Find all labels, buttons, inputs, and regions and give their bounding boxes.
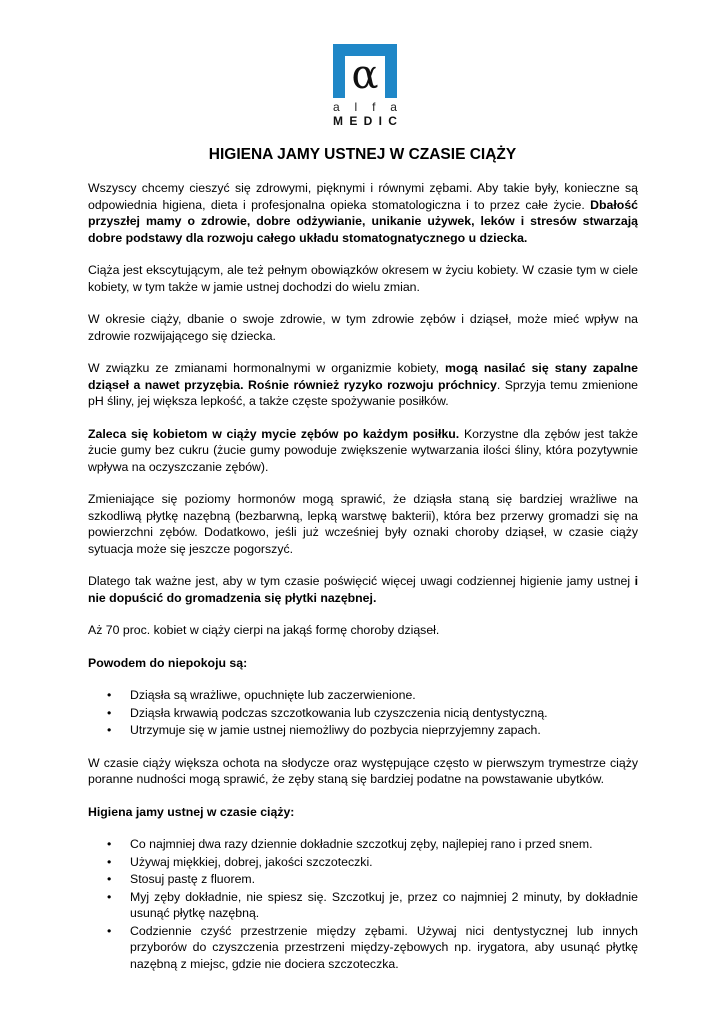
concern-heading: Powodem do niepokoju są: bbox=[88, 655, 248, 670]
list-item: • Utrzymuje się w jamie ustnej niemożliwy do pozbycia nieprzyjemny zapach. bbox=[107, 723, 541, 737]
concern-list bbox=[88, 687, 638, 739]
sweets-paragraph: W czasie ciąży większa ochota na słodycze oraz występujące często w pierwszym trymestrze ciąży poranne nudności mogą sprawić, że zęby staną się bardziej podatne na powstawanie ubytków. bbox=[88, 755, 638, 786]
brushing-paragraph: Zaleca się kobietom w ciąży mycie zębów po każdym posiłku. Korzystne dla zębów jest także żucie gumy bez cukru (żucie gumy powoduje zwiększenie wytwarzania ilości śliny, która pozytywnie wpływa na oczyszczanie zębów). bbox=[88, 426, 639, 474]
hygiene-heading: Higiena jamy ustnej w czasie ciąży: bbox=[88, 804, 295, 819]
list-item: • Myj zęby dokładnie, nie spiesz się. Szczotkuj je, przez co najmniej 2 minuty, by dokładnie usunąć płytkę nazębną. bbox=[107, 889, 638, 920]
pregnancy-paragraph: Ciąża jest ekscytującym, ale też pełnym obowiązków okresem w życiu kobiety. W czasie tym w ciele kobiety, w tym także w jamie ustnej dochodzi do wielu zmian. bbox=[88, 263, 638, 294]
logo-frame bbox=[333, 44, 397, 98]
statistic-paragraph: Aż 70 proc. kobiet w ciąży cierpi na jakąś formę choroby dziąseł. bbox=[88, 623, 440, 637]
list-item: • Stosuj pastę z fluorem. bbox=[107, 872, 256, 886]
hormones-paragraph: W związku ze zmianami hormonalnymi w organizmie kobiety, mogą nasilać się stany zapalne dziąseł a nawet przyzębia. Rośnie również ryzyko rozwoju próchnicy. Sprzyja temu zmienione pH śliny, jej większa lepkość, a także częste spożywanie posiłków. bbox=[88, 361, 639, 408]
intro-paragraph: Wszyscy chcemy cieszyć się zdrowymi, pięknymi i równymi zębami. Aby takie były, konieczne są odpowiednia higiena, dieta i profesjonalna opieka stomatologiczna i to przez całe życie. Dbałość przyszłej mamy o zdrowie, dobre odżywianie, unikanie używek, leków i stresów stwarzają dobre podstawy dla rozwoju całego układu stomatognatycznego u dziecka. bbox=[88, 181, 638, 245]
page-title: HIGIENA JAMY USTNEJ W CZASIE CIĄŻY bbox=[208, 146, 517, 163]
daily-hygiene-paragraph: Dlatego tak ważne jest, aby w tym czasie poświęcić więcej uwagi codziennej higienie jamy ustnej i nie dopuścić do gromadzenia się płytki nazębnej. bbox=[88, 574, 638, 605]
list-item: • Dziąsła są wrażliwe, opuchnięte lub zaczerwienione. bbox=[107, 688, 416, 702]
hygiene-list bbox=[88, 836, 638, 972]
document-body bbox=[88, 180, 638, 988]
list-item: • Co najmniej dwa razy dziennie dokładnie szczotkuj zęby, najlepiej rano i przed snem. bbox=[107, 837, 593, 851]
health-paragraph: W okresie ciąży, dbanie o swoje zdrowie, w tym zdrowie zębów i dziąseł, może mieć wpływ na zdrowie rozwijającego się dziecka. bbox=[88, 312, 638, 343]
plaque-paragraph: Zmieniające się poziomy hormonów mogą sprawić, że dziąsła staną się bardziej wrażliwe na szkodliwą płytkę nazębną (bezbarwną, lepką warstwę bakterii), która bez przerwy gromadzi się na powierzchni zębów. Dodatkowo, jeśli już wcześniej były oznaki choroby dziąseł, w czasie ciąży sytuacja może się jeszcze pogorszyć. bbox=[88, 492, 638, 556]
logo-medic-text: M E D I C bbox=[333, 114, 397, 128]
list-item: • Dziąsła krwawią podczas szczotkowania lub czyszczenia nicią dentystyczną. bbox=[107, 705, 548, 720]
logo-alfa-text: a l f a bbox=[333, 100, 397, 114]
alpha-symbol: α bbox=[351, 52, 379, 98]
list-item: • Codziennie czyść przestrzenie między zębami. Używaj nici dentystycznej lub innych przyborów do czyszczenia przestrzeni między-zębowych np. irygatora, aby usunąć płytkę nazębną z miejsc, gdzie nie dociera szczoteczka. bbox=[107, 923, 638, 971]
list-item: • Używaj miękkiej, dobrej, jakości szczoteczki. bbox=[107, 854, 373, 869]
alfa-medic-logo bbox=[333, 44, 397, 128]
